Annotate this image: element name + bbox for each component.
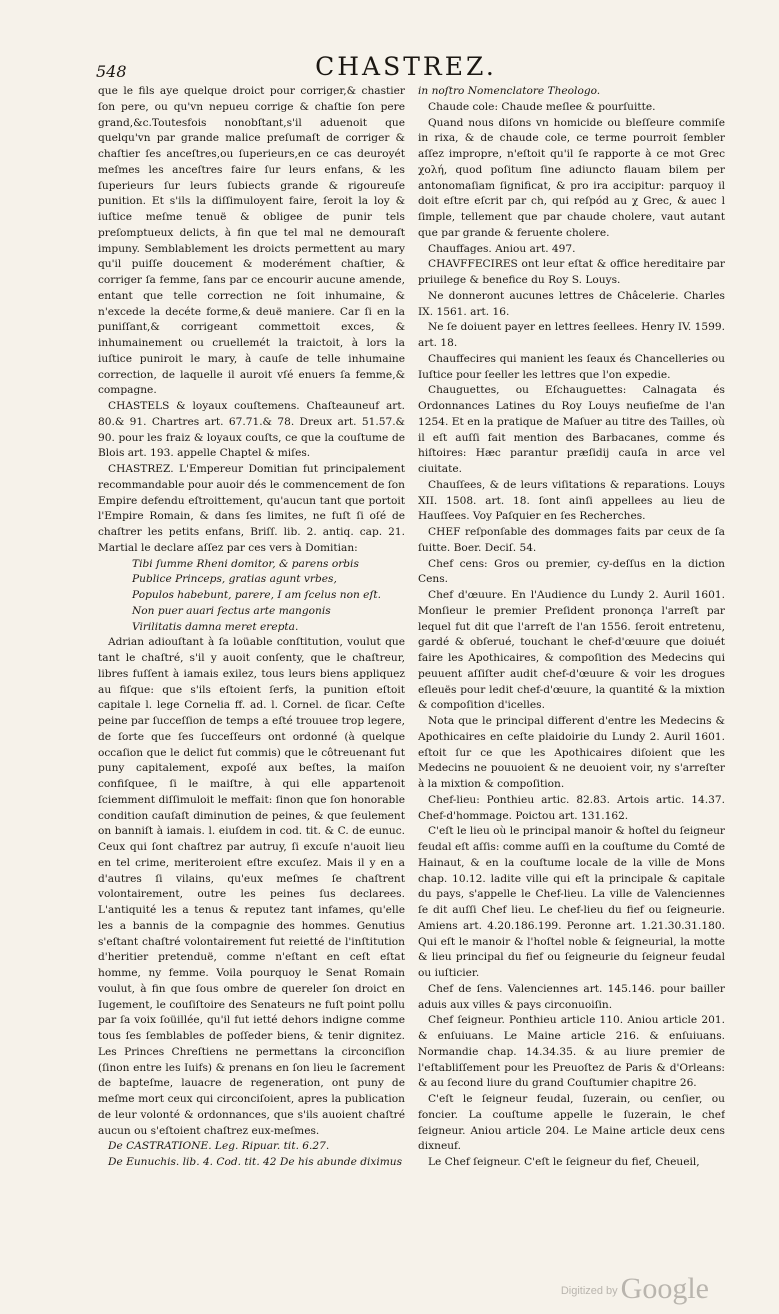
paragraph: Ne ſe doiuent payer en lettres ſeellees. Henry IV. 1599. art. 18.: [418, 321, 725, 349]
paragraph: De Eunuchis. lib. 4. Cod. tit. 42 De his abunde diximus: [108, 1156, 403, 1168]
page-number: 548: [96, 62, 127, 81]
paragraph: Chef ſeigneur. Ponthieu article 110. Aniou article 201. & enſuiuans. Le Maine article 216. & enſuiuans. Normandie chap. 14.34.35. & au liure premier de l'eſtabliſſement pour les Preuoſtez de Paris & d'Orleans: & au ſecond liure du grand Couſtumier chapitre 26.: [418, 1014, 725, 1090]
paragraph: Ne donneront aucunes lettres de Châcelerie. Charles IX. 1561. art. 16.: [418, 289, 725, 318]
google-logo: Google: [620, 1272, 709, 1305]
paragraph: Chef d'œuure. En l'Audience du Lundy 2. Auril 1601. Monſieur le premier Preſident prononça l'arreſt par lequel fut dit que l'arreſt de l'an 1556. ſeroit entretenu, gardé & obſerué, touchant le chef-d'œuure que doiuét faire les Apothicaires, & compoſition des Medecins qui peuuent aſſiſter audit chef-d'œuure & voir les drogues eſleuës pour ledit chef-d'œuure, la quantité & la mixtion & compoſition d'icelles.: [418, 589, 725, 712]
verse-line: Virilitatis damna meret erepta.: [132, 620, 299, 633]
paragraph: Chef-lieu: Ponthieu artic. 82.83. Artois artic. 14.37. Chef-d'hommage. Poictou art. 131.162.: [418, 793, 725, 822]
paragraph: CHASTELS & loyaux couſtemens. Chaſteauneuf art. 80.& 91. Chartres art. 67.71.& 78. Dreux art. 51.57.& 90. pour les fraiz & loyaux couſts, ce que la couſtume de Blois art. 193. appelle Chaptel & miſes.: [98, 400, 405, 460]
digitized-by-google-watermark: [560, 1272, 709, 1305]
page-header: [96, 52, 716, 86]
paragraph: que le fils aye quelque droict pour corriger,& chastier ſon pere, ou qu'vn nepueu corrige & chaſtie ſon pere grand,&c.Toutesfois nonobſtant,s'il aduenoit que quelqu'vn par grande malice preſumaſt de corriger & chaſtier ſes anceſtres,ou ſuperieurs,en ce cas deuroyét meſmes les anceſtres faire ſur leurs enfans, & les ſuperieurs ſur leurs ſubiects grande & rigoureuſe punition. Et s'ils la diſſimuloyent faire, ſeroit la loy & iuſtice meſme tenuë & obligee de punir tels preſomptueux delicts, à fin que tel mal ne demouraſt impuny. Semblablement les droicts permettent au mary qu'il puiſſe doucement & moderément chaſtier, & corriger ſa femme, ſans par ce encourir aucune amende, entant que telle correction ne ſoit inhumaine, & n'excede la decéte forme,& deuë maniere. Car ſi en la puniſſant,& corrigeant commettoit exces, & inhumainement ou cruellemét la traictoit, à lors la iuſtice puniroit le mary, à cauſe de telle inhumaine correction, de laquelle il auroit vſé enuers ſa femme,& compagne.: [98, 85, 405, 397]
paragraph: C'eſt le lieu où le principal manoir & hoſtel du ſeigneur feudal eſt aſſis: comme auſſi en la couſtume du Comté de Hainaut, & en la couſtume locale de la ville de Mons chap. 10.12. ladite ville qui eſt la principale & capitale du pays, s'appelle le Chef-lieu. La ville de Valenciennes ſe dit auſſi Chef lieu. Le chef-lieu du fief ou ſeigneurie. Amiens art. 4.20.186.199. Peronne art. 1.21.30.31.180. Qui eſt le manoir & l'hoſtel noble & ſeigneurial, la motte & lieu principal du fief ou ſeigneurie du ſeigneur feudal ou iuſticier.: [418, 825, 725, 979]
running-title: CHASTREZ.: [315, 52, 497, 81]
paragraph: Nota que le principal different d'entre les Medecins & Apothicaires en ceſte plaidoirie du Lundy 2. Auril 1601. eſtoit ſur ce que les Apothicaires diſoient que les Medecins ne pouuoient & ne deuoient voir, ny s'arreſter à la mixtion & compoſition.: [418, 715, 725, 790]
paragraph: Chauguettes, ou Eſchauguettes: Calnagata és Ordonnances Latines du Roy Louys neufieſme de l'an 1254. Et en la pratique de Maſuer au titre des Tailles, où il eſt auſſi fait mention des Barbacanes, comme és hiſtoires: Hæc parantur præſidij cauſa in arce vel ciuitate.: [418, 384, 725, 475]
paragraph: Quand nous diſons vn homicide ou bleſſeure commiſe in rixa, & de chaude cole, ce terme pourroit ſembler aſſez impropre, n'eſtoit qu'il ſe rapporte à ce mot Grec χολή, quod poſitum ſine adiuncto flauam bilem per antonomaſiam ſignificat, & pro ira accipitur: parquoy il doit eſtre eſcrit par ch, qui reſpód au χ Grec, & auec l ſimple, tellement que par chaude cholere, vaut autant que par grande & feruente cholere.: [418, 116, 725, 239]
paragraph: Chauſſees, & de leurs viſitations & reparations. Louys XII. 1508. art. 18. ſont ainſi appellees au lieu de Hauſſees. Voy Paſquier en ſes Recherches.: [418, 478, 725, 523]
verse-line: Publice Princeps, gratias agunt vrbes,: [132, 573, 337, 586]
right-column: [418, 84, 725, 1304]
digitized-label: Digitized by: [560, 1285, 618, 1297]
paragraph: Chef cens: Gros ou premier, cy-deſſus en la diction Cens.: [418, 557, 725, 586]
paragraph: De CASTRATIONE. Leg. Ripuar. tit. 6.27.: [108, 1140, 330, 1153]
paragraph: CHEF reſponſable des dommages faits par ceux de ſa ſuitte. Boer. Deciſ. 54.: [418, 526, 725, 554]
paragraph: in noſtro Nomenclatore Theologo.: [418, 85, 601, 97]
paragraph: Chauffages. Aniou art. 497.: [428, 242, 576, 255]
verse-line: Populos habebunt, parere, I am ſcelus non eſt.: [132, 589, 381, 601]
paragraph: Adrian adiouſtant à ſa loüable conſtitution, voulut que tant le chaſtré, s'il y auoit conſenty, que le chaſtreur, libres fuſſent à iamais exilez, tous leurs biens appliquez au fiſque: que s'ils eſtoient ſerfs, la punition eſtoit capitale l. lege Cornelia ff. ad. l. Cornel. de ſicar. Ceſte peine par ſucceſſion de temps a eſté trouuee trop legere, de ſorte que ſes ſucceſſeurs ont ordonné (à quelque occaſion que le delict fut commis) que le côtreuenant fut puny capitalement, expoſé aux beſtes, la maiſon confiſquee, ſi le maiſtre, à qui elle appartenoit ſciemment diſſimuloit le meffait: ſinon que ſon honorable condition cauſaſt diminution de peines, & que ſeulement on banniſt à iamais. l. eiuſdem in cod. tit. & C. de eunuc. Ceux qui ſont chaſtrez par autruy, ſi excuſe n'auoit lieu en tel crime, meriteroient eſtre excuſez. Mais il y en a d'autres ſi vilains, qu'eux meſmes ſe chaſtrent volontairement, outre les peines ſus declarees. L'antiquité les a tenus & reputez tant infames, qu'elle les a bannis de la compagnie des hommes. Genutius s'eſtant chaſtré volontairement fut reietté de l'inſtitution d'heritier pretenduë, comme n'eſtant en ceſt eſtat homme, ny femme. Voila pourquoy le Senat Romain voulut, à fin que ſous ombre de quereler ſon droict en Iugement, le couſiſtoire des Senateurs ne fuſt point pollu par ſa voix ſoüillée, qu'il fut ietté dehors indigne comme tous ſes ſemblables de poſſeder biens, & tenir dignitez. Les Princes Chreſtiens ne permettans la circonciſion (ſinon entre les Iuifs) & prenans en ſon lieu le ſacrement de bapteſme, lauacre de regeneration, ont puny de meſme mort ceux qui circonciſoient, apres la publication de leur volonté & ordonnances, que s'ils auoient chaſtré aucun ou s'eſtoient chaſtrez eux-meſmes.: [98, 636, 405, 1137]
verse-line: Tibi ſumme Rheni domitor, & parens orbis: [132, 557, 359, 570]
paragraph: CHASTREZ. L'Empereur Domitian fut principalement recommandable pour auoir dés le commencement de ſon Empire defendu eſtroittement, qu'aucun tant que portoit l'Empire Romain, & dans ſes limites, ne fuſt ſi oſé de chaſtrer les petits enfans, Briſſ. lib. 2. antiq. cap. 21. Martial le declare aſſez par ces vers à Domitian:: [98, 463, 405, 554]
paragraph: Chauffecires qui manient les ſeaux és Chancelleries ou Iuſtice pour ſeeller les lettres que l'on expedie.: [418, 352, 725, 381]
left-column: [98, 84, 405, 1304]
verse-line: Non puer auari ſectus arte mangonis: [132, 604, 331, 617]
paragraph: C'eſt le ſeigneur feudal, ſuzerain, ou cenſier, ou foncier. La couſtume appelle le ſuzerain, le chef ſeigneur. Aniou article 204. Le Maine article deux cens dixneuf.: [418, 1093, 725, 1153]
paragraph: Chef de ſens. Valenciennes art. 145.146. pour bailler aduis aux villes & pays circonuoiſin.: [418, 982, 725, 1011]
paragraph: Le Chef ſeigneur. C'eſt le ſeigneur du fief, Cheueil,: [428, 1156, 700, 1168]
paragraph: Chaude cole: Chaude meſlee & pourſuitte.: [428, 100, 656, 113]
paragraph: CHAVFFECIRES ont leur eſtat & office hereditaire par priuilege & benefice du Roy S. Louys.: [418, 258, 725, 286]
